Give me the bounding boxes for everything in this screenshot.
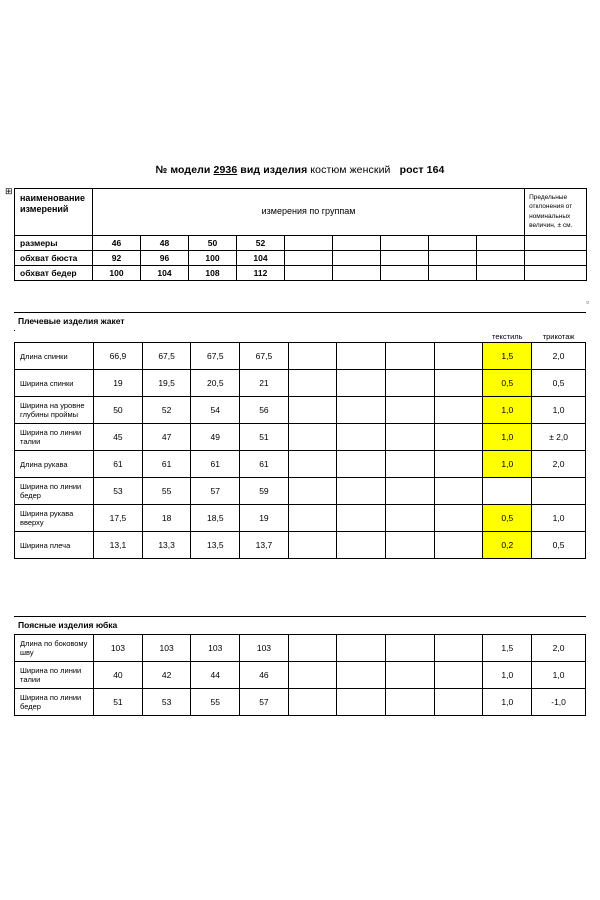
jacket-r3-tol-knit: ± 2,0: [532, 424, 586, 451]
skirt-measurements-table: [14, 634, 586, 716]
jacket-row-name-1: Ширина спинки: [15, 370, 94, 397]
size-48: 48: [141, 235, 189, 250]
table-row: [15, 505, 586, 532]
empty-cell: [386, 451, 435, 478]
jacket-r4-tol-textile: 1,0: [483, 451, 532, 478]
empty-cell: [381, 235, 429, 250]
empty-cell: [429, 235, 477, 250]
jacket-r3-tol-textile: 1,0: [483, 424, 532, 451]
jacket-r3-c3: 51: [240, 424, 289, 451]
empty-cell: [386, 532, 435, 559]
empty-cell: [288, 397, 337, 424]
jacket-r1-c3: 21: [240, 370, 289, 397]
title-model-number: 2936: [213, 164, 238, 176]
empty-cell: [285, 235, 333, 250]
empty-cell: [525, 250, 587, 265]
empty-cell: [386, 370, 435, 397]
skirt-row-name-1: Ширина по линии талии: [15, 662, 94, 689]
empty-cell: [285, 250, 333, 265]
hips-52: 112: [237, 266, 285, 281]
jacket-r6-c1: 18: [142, 505, 191, 532]
skirt-r2-c3: 57: [240, 689, 289, 716]
jacket-r7-tol-textile: 0,2: [483, 532, 532, 559]
empty-cell: [285, 266, 333, 281]
row-label-sizes: размеры: [15, 235, 93, 250]
bust-50: 100: [189, 250, 237, 265]
empty-cell: [288, 532, 337, 559]
jacket-r2-c3: 56: [240, 397, 289, 424]
empty-cell: [434, 689, 483, 716]
table-row: [15, 451, 586, 478]
jacket-r3-c1: 47: [142, 424, 191, 451]
empty-cell: [381, 266, 429, 281]
jacket-r0-c0: 66,9: [94, 343, 143, 370]
jacket-r0-tol-textile: 1,5: [483, 343, 532, 370]
empty-cell: [386, 505, 435, 532]
jacket-r5-c1: 55: [142, 478, 191, 505]
empty-cell: [381, 250, 429, 265]
empty-cell: [288, 662, 337, 689]
jacket-r7-c0: 13,1: [94, 532, 143, 559]
empty-cell: [288, 370, 337, 397]
empty-cell: [337, 343, 386, 370]
empty-cell: [386, 343, 435, 370]
empty-cell: [333, 235, 381, 250]
empty-cell: [434, 505, 483, 532]
header-tolerance: Предельные отклонения от номинальных величин, ± см.: [525, 189, 587, 236]
jacket-r0-tol-knit: 2,0: [532, 343, 586, 370]
empty-cell: [288, 451, 337, 478]
col-header-knit: трикотаж: [532, 330, 586, 343]
jacket-r1-c2: 20,5: [191, 370, 240, 397]
skirt-row-name-0: Длина по боковому шву: [15, 635, 94, 662]
jacket-r2-c2: 54: [191, 397, 240, 424]
empty-cell: [337, 635, 386, 662]
empty-cell: [337, 689, 386, 716]
table-header-row: [15, 330, 586, 343]
empty-cell: [337, 451, 386, 478]
jacket-r6-c0: 17,5: [94, 505, 143, 532]
empty-cell: [434, 478, 483, 505]
empty-cell: [525, 235, 587, 250]
jacket-r5-c3: 59: [240, 478, 289, 505]
table-row: [15, 662, 586, 689]
empty-cell: [434, 532, 483, 559]
jacket-row-name-5: Ширина по линии бедер: [15, 478, 94, 505]
jacket-r1-c0: 19: [94, 370, 143, 397]
size-52: 52: [237, 235, 285, 250]
empty-cell: [386, 689, 435, 716]
skirt-r1-c2: 44: [191, 662, 240, 689]
jacket-r2-c0: 50: [94, 397, 143, 424]
size-50: 50: [189, 235, 237, 250]
empty-cell: [288, 478, 337, 505]
empty-cell: [288, 505, 337, 532]
table-row: [15, 635, 586, 662]
skirt-section-rule-top: [14, 616, 586, 617]
title-kind-label: вид изделия: [240, 164, 308, 176]
jacket-r7-c3: 13,7: [240, 532, 289, 559]
row-label-hips: обхват бедер: [15, 266, 93, 281]
empty-header: [337, 330, 386, 343]
skirt-r0-c2: 103: [191, 635, 240, 662]
jacket-r4-c2: 61: [191, 451, 240, 478]
bust-48: 96: [141, 250, 189, 265]
skirt-r1-c0: 40: [94, 662, 143, 689]
skirt-r0-c0: 103: [94, 635, 143, 662]
empty-cell: [434, 370, 483, 397]
jacket-r1-c1: 19,5: [142, 370, 191, 397]
jacket-r5-c0: 53: [94, 478, 143, 505]
skirt-r0-c3: 103: [240, 635, 289, 662]
empty-cell: [386, 635, 435, 662]
empty-header: [15, 330, 94, 343]
jacket-r0-c1: 67,5: [142, 343, 191, 370]
col-header-textile: текстиль: [483, 330, 532, 343]
table-row: [15, 266, 587, 281]
skirt-r2-c2: 55: [191, 689, 240, 716]
empty-cell: [337, 478, 386, 505]
title-kind-value: костюм женский: [310, 164, 391, 176]
skirt-r1-c1: 42: [142, 662, 191, 689]
jacket-r2-tol-knit: 1,0: [532, 397, 586, 424]
jacket-section-title: Плечевые изделия жакет: [18, 316, 125, 326]
empty-cell: [337, 424, 386, 451]
empty-header: [434, 330, 483, 343]
skirt-r2-c1: 53: [142, 689, 191, 716]
empty-header: [142, 330, 191, 343]
jacket-measurements-table: [14, 330, 586, 559]
empty-cell: [337, 505, 386, 532]
jacket-r2-c1: 52: [142, 397, 191, 424]
jacket-r0-c3: 67,5: [240, 343, 289, 370]
jacket-r6-tol-textile: 0,5: [483, 505, 532, 532]
bust-52: 104: [237, 250, 285, 265]
empty-cell: [288, 689, 337, 716]
empty-cell: [337, 397, 386, 424]
empty-cell: [434, 343, 483, 370]
empty-cell: [333, 250, 381, 265]
empty-cell: [525, 266, 587, 281]
empty-header: [288, 330, 337, 343]
page-mark-top-left: ⊞: [5, 186, 13, 196]
hips-50: 108: [189, 266, 237, 281]
table-row: [15, 235, 587, 250]
jacket-r4-tol-knit: 2,0: [532, 451, 586, 478]
skirt-r2-c0: 51: [94, 689, 143, 716]
empty-cell: [434, 451, 483, 478]
table-row: [15, 250, 587, 265]
empty-cell: [429, 250, 477, 265]
jacket-r1-tol-knit: 0,5: [532, 370, 586, 397]
empty-cell: [477, 266, 525, 281]
title-model-label: № модели: [155, 164, 211, 176]
jacket-r6-tol-knit: 1,0: [532, 505, 586, 532]
skirt-r0-c1: 103: [142, 635, 191, 662]
empty-cell: [434, 397, 483, 424]
empty-cell: [477, 250, 525, 265]
header-measurement-name: наименование измерений: [15, 189, 93, 236]
jacket-r4-c3: 61: [240, 451, 289, 478]
empty-cell: [386, 397, 435, 424]
title-height: рост 164: [399, 164, 445, 176]
empty-header: [191, 330, 240, 343]
empty-cell: [434, 662, 483, 689]
jacket-r5-c2: 57: [191, 478, 240, 505]
jacket-r5-tol-knit: [532, 478, 586, 505]
jacket-r1-tol-textile: 0,5: [483, 370, 532, 397]
empty-cell: [337, 662, 386, 689]
empty-header: [94, 330, 143, 343]
empty-cell: [288, 343, 337, 370]
skirt-r1-tol-textile: 1,0: [483, 662, 532, 689]
jacket-r7-tol-knit: 0,5: [532, 532, 586, 559]
empty-cell: [288, 635, 337, 662]
jacket-r7-c1: 13,3: [142, 532, 191, 559]
jacket-r4-c1: 61: [142, 451, 191, 478]
table-row: [15, 478, 586, 505]
hips-48: 104: [141, 266, 189, 281]
table-row: [15, 370, 586, 397]
row-label-bust: обхват бюста: [15, 250, 93, 265]
jacket-row-name-4: Длина рукава: [15, 451, 94, 478]
table-row: [15, 397, 586, 424]
jacket-r3-c0: 45: [94, 424, 143, 451]
measurements-header-table: [14, 188, 587, 281]
skirt-r1-c3: 46: [240, 662, 289, 689]
skirt-r0-tol-knit: 2,0: [532, 635, 586, 662]
header-groups: измерения по группам: [93, 189, 525, 236]
jacket-r6-c3: 19: [240, 505, 289, 532]
document-title: [0, 164, 600, 176]
jacket-row-name-0: Длина спинки: [15, 343, 94, 370]
jacket-r3-c2: 49: [191, 424, 240, 451]
jacket-row-name-7: Ширина плеча: [15, 532, 94, 559]
skirt-r2-tol-textile: 1,0: [483, 689, 532, 716]
table-row: [15, 343, 586, 370]
page-mark-mid-right: ▫: [586, 297, 590, 307]
empty-cell: [429, 266, 477, 281]
empty-cell: [477, 235, 525, 250]
skirt-section-title: Поясные изделия юбка: [18, 620, 118, 630]
skirt-r0-tol-textile: 1,5: [483, 635, 532, 662]
empty-header: [386, 330, 435, 343]
jacket-row-name-2: Ширина на уровне глубины проймы: [15, 397, 94, 424]
empty-cell: [386, 424, 435, 451]
empty-cell: [386, 662, 435, 689]
empty-cell: [337, 370, 386, 397]
empty-cell: [434, 635, 483, 662]
hips-46: 100: [93, 266, 141, 281]
empty-cell: [386, 478, 435, 505]
empty-cell: [333, 266, 381, 281]
jacket-r5-tol-textile: [483, 478, 532, 505]
jacket-r2-tol-textile: 1,0: [483, 397, 532, 424]
table-row: [15, 532, 586, 559]
skirt-r2-tol-knit: -1,0: [532, 689, 586, 716]
jacket-r4-c0: 61: [94, 451, 143, 478]
jacket-r6-c2: 18,5: [191, 505, 240, 532]
empty-cell: [434, 424, 483, 451]
skirt-row-name-2: Ширина по линии бедер: [15, 689, 94, 716]
jacket-r0-c2: 67,5: [191, 343, 240, 370]
empty-cell: [337, 532, 386, 559]
table-row: [15, 689, 586, 716]
bust-46: 92: [93, 250, 141, 265]
jacket-r7-c2: 13,5: [191, 532, 240, 559]
jacket-section-rule-top: [14, 312, 586, 313]
size-46: 46: [93, 235, 141, 250]
empty-header: [240, 330, 289, 343]
table-row: [15, 424, 586, 451]
empty-cell: [288, 424, 337, 451]
jacket-row-name-3: Ширина по линии талии: [15, 424, 94, 451]
jacket-row-name-6: Ширина рукава вверху: [15, 505, 94, 532]
skirt-r1-tol-knit: 1,0: [532, 662, 586, 689]
